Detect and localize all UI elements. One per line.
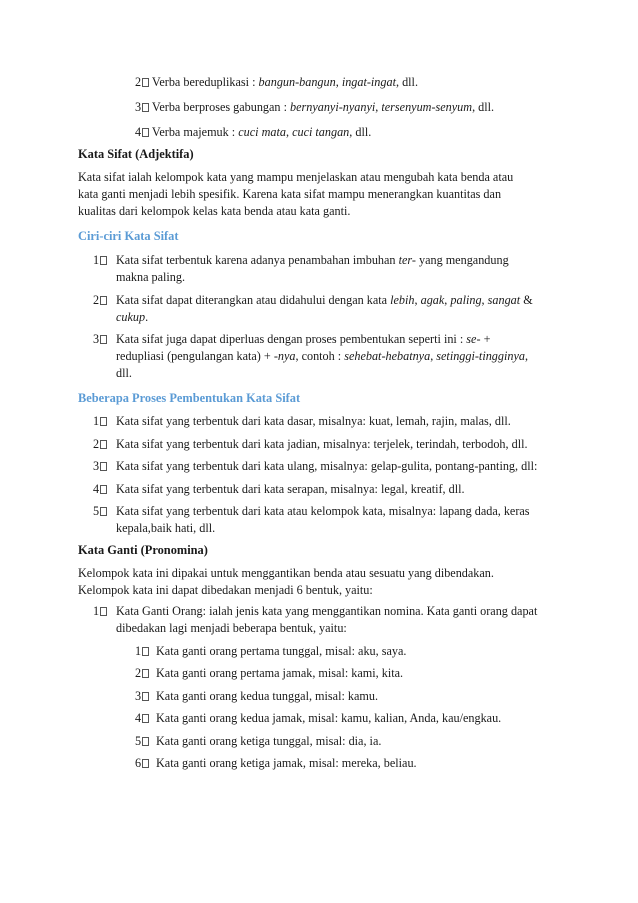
paragraph-line: Kata sifat ialah kelompok kata yang mampu menjelaskan atau mengubah kata benda atau	[78, 170, 514, 184]
list-number: 1	[93, 604, 107, 619]
list-item-cont: kepala,baik hati, dll.	[116, 521, 216, 535]
bullet-glyph-icon	[100, 607, 107, 616]
list-number: 6	[135, 756, 149, 771]
bullet-glyph-icon	[100, 335, 107, 344]
list-item: Kata sifat yang terbentuk dari kata dasar, misalnya: kuat, lemah, rajin, malas, dll.	[116, 414, 511, 428]
bullet-glyph-icon	[100, 296, 107, 305]
paragraph-line: kata ganti menjadi lebih spesifik. Karena kata sifat mampu menerangkan kuantitas dan	[78, 187, 502, 201]
paragraph-line: kualitas dari kelompok kelas kata benda atau kata ganti.	[78, 204, 351, 218]
list-number: 5	[135, 734, 149, 749]
list-number: 1	[135, 644, 149, 659]
bullet-glyph-icon	[142, 737, 149, 746]
section-heading: Kata Sifat (Adjektifa)	[78, 147, 194, 161]
list-item: 3 Verba berproses gabungan : bernyanyi-nyanyi, tersenyum-senyum, dll.	[135, 100, 495, 114]
bullet-glyph-icon	[100, 462, 107, 471]
list-item: 4 Verba majemuk : cuci mata, cuci tangan, dll.	[135, 125, 372, 139]
list-item: Kata sifat yang terbentuk dari kata serapan, misalnya: legal, kreatif, dll.	[116, 482, 465, 496]
bullet-glyph-icon	[100, 507, 107, 516]
list-item-cont: redupliasi (pengulangan kata) + -nya, contoh : sehebat-hebatnya, setinggi-tingginya,	[116, 349, 529, 363]
list-number: 2	[93, 437, 107, 452]
list-item-cont: dibedakan lagi menjadi beberapa bentuk, yaitu:	[116, 621, 347, 635]
bullet-glyph-icon	[142, 128, 149, 137]
section-heading: Kata Ganti (Pronomina)	[78, 543, 208, 557]
bullet-glyph-icon	[142, 78, 149, 87]
list-item: Kata sifat yang terbentuk dari kata ulang, misalnya: gelap-gulita, pontang-panting, dll:	[116, 459, 538, 473]
bullet-glyph-icon	[100, 256, 107, 265]
list-number: 1	[93, 253, 107, 268]
bullet-glyph-icon	[142, 103, 149, 112]
subsection-heading: Beberapa Proses Pembentukan Kata Sifat	[78, 391, 301, 405]
list-number: 5	[93, 504, 107, 519]
list-number: 2	[93, 293, 107, 308]
bullet-glyph-icon	[142, 714, 149, 723]
list-item: Kata ganti orang ketiga jamak, misal: mereka, beliau.	[156, 756, 417, 770]
bullet-glyph-icon	[142, 759, 149, 768]
bullet-glyph-icon	[142, 692, 149, 701]
list-item: Kata sifat dapat diterangkan atau didahului dengan kata lebih, agak, paling, sangat &	[116, 293, 533, 307]
list-number: 4	[135, 711, 149, 726]
bullet-glyph-icon	[142, 647, 149, 656]
bullet-glyph-icon	[142, 669, 149, 678]
paragraph-line: Kelompok kata ini dipakai untuk menggantikan benda atau sesuatu yang dibendakan.	[78, 566, 494, 580]
bullet-glyph-icon	[100, 485, 107, 494]
subsection-heading: Ciri-ciri Kata Sifat	[78, 229, 179, 243]
list-item: Kata Ganti Orang: ialah jenis kata yang menggantikan nomina. Kata ganti orang dapat	[116, 604, 538, 618]
list-item: 2 Verba bereduplikasi : bangun-bangun, ingat-ingat, dll.	[135, 75, 418, 89]
list-item: Kata ganti orang kedua tunggal, misal: kamu.	[156, 689, 379, 703]
list-item: Kata ganti orang pertama jamak, misal: kami, kita.	[156, 666, 404, 680]
list-number: 3	[135, 689, 149, 704]
list-item: Kata sifat juga dapat diperluas dengan proses pembentukan seperti ini : se- +	[116, 332, 491, 346]
list-item: Kata ganti orang pertama tunggal, misal: aku, saya.	[156, 644, 407, 658]
list-item-cont: dll.	[116, 366, 132, 380]
list-item: Kata sifat terbentuk karena adanya penambahan imbuhan ter- yang mengandung	[116, 253, 509, 267]
list-number: 3	[93, 459, 107, 474]
list-item: Kata ganti orang kedua jamak, misal: kamu, kalian, Anda, kau/engkau.	[156, 711, 502, 725]
list-item: Kata sifat yang terbentuk dari kata atau kelompok kata, misalnya: lapang dada, keras	[116, 504, 530, 518]
list-number: 3	[93, 332, 107, 347]
list-number: 2	[135, 666, 149, 681]
paragraph-line: Kelompok kata ini dapat dibedakan menjadi 6 bentuk, yaitu:	[78, 583, 373, 597]
list-item-cont: makna paling.	[116, 270, 186, 284]
bullet-glyph-icon	[100, 417, 107, 426]
list-number: 4	[93, 482, 107, 497]
list-item: Kata ganti orang ketiga tunggal, misal: dia, ia.	[156, 734, 382, 748]
list-item: Kata sifat yang terbentuk dari kata jadian, misalnya: terjelek, terindah, terbodoh, dll.	[116, 437, 528, 451]
bullet-glyph-icon	[100, 440, 107, 449]
list-number: 1	[93, 414, 107, 429]
list-item-cont: cukup.	[116, 310, 149, 324]
